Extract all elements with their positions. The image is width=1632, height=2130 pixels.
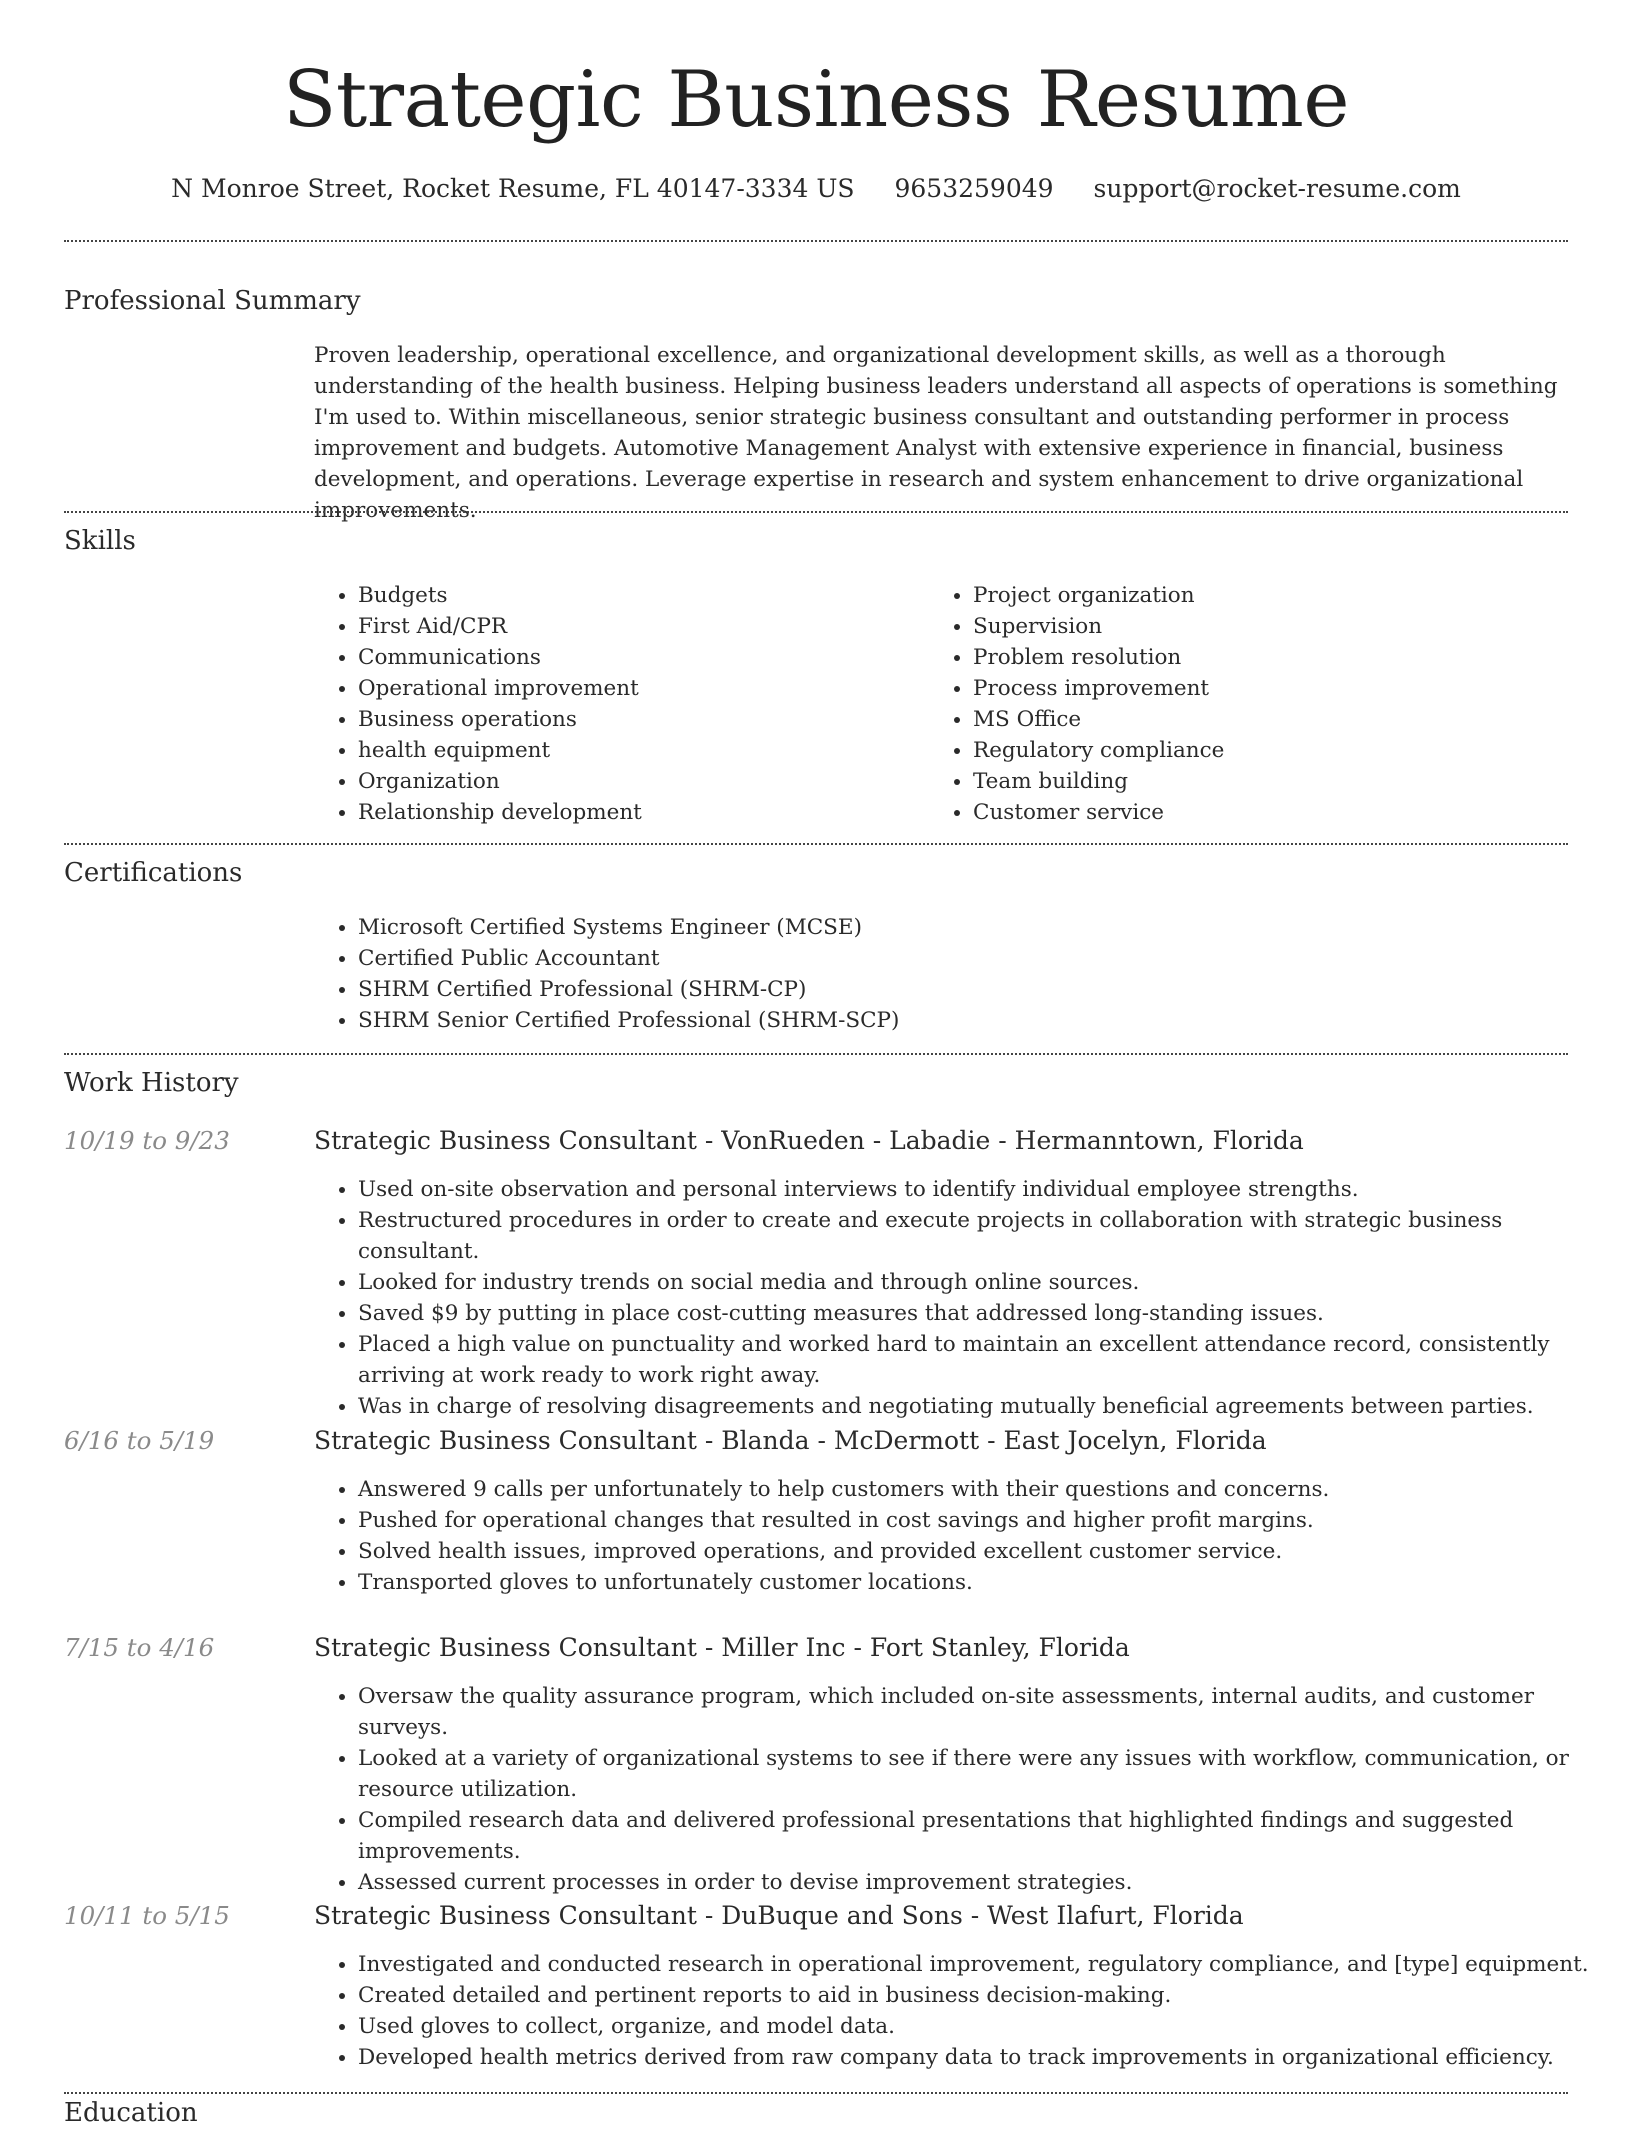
skill-item: • Operational improvement [358, 673, 918, 704]
job-title: Strategic Business Consultant - Blanda - McDermott - East Jocelyn, Florida [314, 1426, 1267, 1455]
divider-certifications [64, 1053, 1568, 1055]
job-bullet: • Assessed current processes in order to devise improvement strategies. [358, 1867, 1608, 1898]
job-bullet: • Saved $9 by putting in place cost-cutting measures that addressed long-standing issues. [358, 1298, 1608, 1329]
contact-phone: 9653259049 [894, 174, 1054, 203]
certification-item: • SHRM Certified Professional (SHRM-CP) [358, 974, 1608, 1005]
job-bullets [314, 1174, 1608, 1422]
skill-item: • Budgets [358, 580, 918, 611]
job-bullet: • Solved health issues, improved operations, and provided excellent customer service. [358, 1536, 1608, 1567]
job-dates: 10/19 to 9/23 [64, 1126, 230, 1155]
section-title-certifications: Certifications [64, 858, 243, 888]
summary-text: Proven leadership, operational excellence, and organizational development skills, as well as a thorough understanding of the health business. Helping business leaders understand all aspects of operations is something I'm used to. Within miscellaneous, senior strategic business consultant and outstanding performer in process improvement and budgets. Automotive Management Analyst with extensive experience in financial, business development, and operations. Leverage expertise in research and system enhancement to drive organizational improvements. [314, 343, 1558, 523]
skill-item: • Organization [358, 766, 918, 797]
section-title-education: Education [64, 2098, 198, 2128]
job-bullet: • Was in charge of resolving disagreements and negotiating mutually beneficial agreements between parties. [358, 1391, 1608, 1422]
job-bullet: • Looked at a variety of organizational systems to see if there were any issues with workflow, communication, or resource utilization. [358, 1743, 1608, 1805]
skill-item: • Regulatory compliance [973, 735, 1573, 766]
job-bullet: • Used gloves to collect, organize, and model data. [358, 2011, 1608, 2042]
skill-item: • Supervision [973, 611, 1573, 642]
contact-line [0, 172, 1632, 206]
skills-list-right [929, 580, 1573, 828]
job-bullet: • Created detailed and pertinent reports to aid in business decision-making. [358, 1980, 1608, 2011]
job-bullet: • Developed health metrics derived from raw company data to track improvements in organizational efficiency. [358, 2042, 1608, 2073]
skill-item: • Problem resolution [973, 642, 1573, 673]
job-bullet: • Compiled research data and delivered professional presentations that highlighted findings and suggested improvements. [358, 1805, 1608, 1867]
certifications-list [314, 912, 1608, 1036]
section-title-skills: Skills [64, 526, 136, 556]
section-title-summary: Professional Summary [64, 286, 361, 316]
divider-header [64, 240, 1568, 242]
job-title: Strategic Business Consultant - Miller Inc - Fort Stanley, Florida [314, 1633, 1130, 1662]
job-dates: 6/16 to 5/19 [64, 1426, 215, 1455]
skill-item: • First Aid/CPR [358, 611, 918, 642]
skill-item: • Customer service [973, 797, 1573, 828]
job-bullet: • Answered 9 calls per unfortunately to help customers with their questions and concerns. [358, 1474, 1608, 1505]
job-bullet: • Investigated and conducted research in operational improvement, regulatory compliance, and [type] equipment. [358, 1949, 1608, 1980]
skill-item: • Project organization [973, 580, 1573, 611]
resume-title: Strategic Business Resume [283, 55, 1349, 145]
skill-item: • health equipment [358, 735, 918, 766]
skill-item: • MS Office [973, 704, 1573, 735]
job-bullet: • Oversaw the quality assurance program, which included on-site assessments, internal audits, and customer surveys. [358, 1681, 1608, 1743]
job-bullet: • Placed a high value on punctuality and worked hard to maintain an excellent attendance record, consistently arriving at work ready to work right away. [358, 1329, 1608, 1391]
job-bullets [314, 1681, 1608, 1898]
job-bullets [314, 1474, 1608, 1598]
skill-item: • Business operations [358, 704, 918, 735]
job-bullet: • Restructured procedures in order to create and execute projects in collaboration with strategic business consultant. [358, 1205, 1608, 1267]
job-bullet: • Used on-site observation and personal interviews to identify individual employee strengths. [358, 1174, 1608, 1205]
skill-item: • Process improvement [973, 673, 1573, 704]
section-title-work-history: Work History [64, 1068, 239, 1098]
divider-summary [64, 511, 1568, 513]
certification-item: • Microsoft Certified Systems Engineer (MCSE) [358, 912, 1608, 943]
divider-skills [64, 843, 1568, 845]
job-bullet: • Pushed for operational changes that resulted in cost savings and higher profit margins. [358, 1505, 1608, 1536]
contact-email: support@rocket-resume.com [1093, 174, 1461, 203]
skill-item: • Relationship development [358, 797, 918, 828]
certification-item: • SHRM Senior Certified Professional (SHRM-SCP) [358, 1005, 1608, 1036]
job-bullets [314, 1949, 1608, 2073]
job-dates: 7/15 to 4/16 [64, 1633, 215, 1662]
skills-list-left [314, 580, 918, 828]
skill-item: • Team building [973, 766, 1573, 797]
contact-address: N Monroe Street, Rocket Resume, FL 40147-3334 US [171, 174, 855, 203]
job-title: Strategic Business Consultant - VonRueden - Labadie - Hermanntown, Florida [314, 1126, 1304, 1155]
certification-item: • Certified Public Accountant [358, 943, 1608, 974]
job-bullet: • Looked for industry trends on social media and through online sources. [358, 1267, 1608, 1298]
job-dates: 10/11 to 5/15 [64, 1901, 230, 1930]
job-bullet: • Transported gloves to unfortunately customer locations. [358, 1567, 1608, 1598]
job-title: Strategic Business Consultant - DuBuque and Sons - West Ilafurt, Florida [314, 1901, 1244, 1930]
skill-item: • Communications [358, 642, 918, 673]
divider-work-history [64, 2092, 1568, 2094]
